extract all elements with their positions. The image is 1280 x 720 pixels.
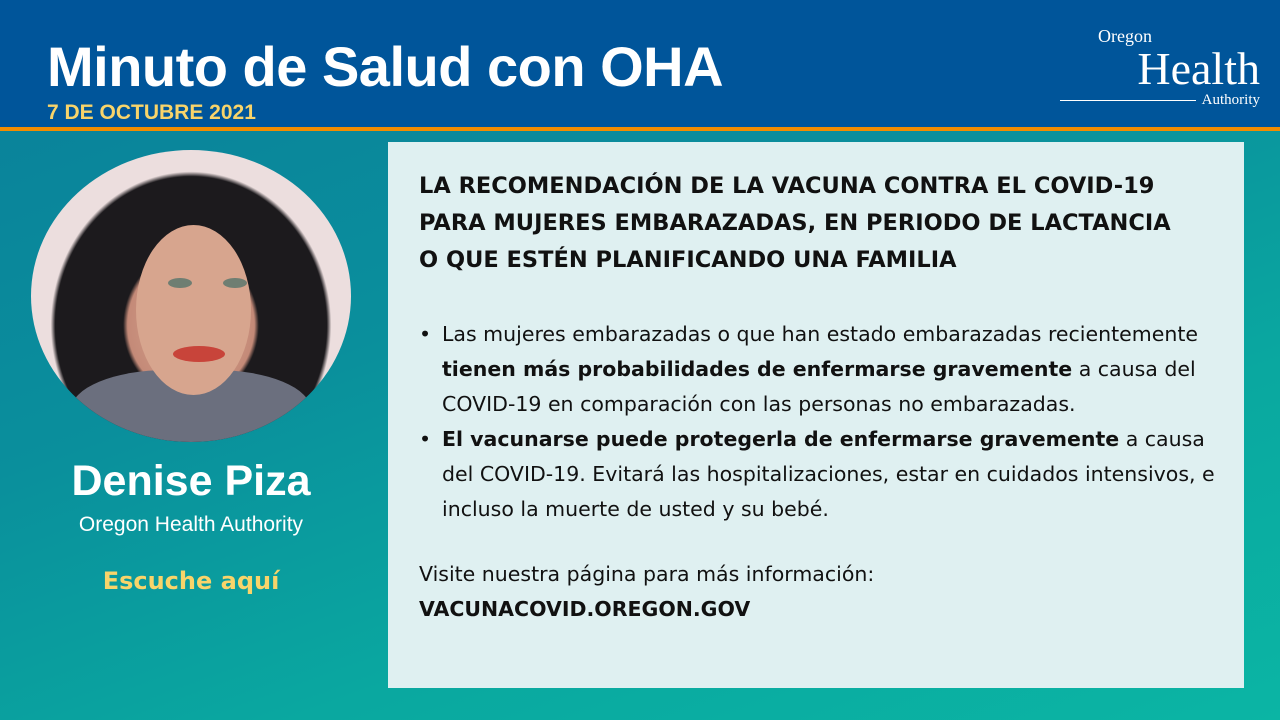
logo-authority-row (1050, 92, 1260, 109)
listen-link[interactable]: Escuche aquí (102, 567, 280, 595)
logo-oregon: Oregon (1098, 26, 1152, 46)
bullet-bold: El vacunarse puede protegerla de enfermarse gravemente (442, 427, 1120, 451)
bullet-text: a causa del COVID-19 en comparación con las personas no embarazadas. (442, 357, 1196, 416)
speaker-name: Denise Piza (71, 457, 311, 505)
speaker-photo (31, 150, 351, 442)
bullet-list (419, 317, 1224, 527)
logo-rule (1060, 100, 1196, 101)
date: 7 DE OCTUBRE 2021 (47, 101, 256, 124)
website-link[interactable]: VACUNACOVID.OREGON.GOV (419, 597, 751, 621)
photo-face (136, 225, 251, 395)
photo-eye (168, 278, 192, 288)
headline-line: O QUE ESTÉN PLANIFICANDO UNA FAMILIA (419, 247, 957, 273)
logo-health: Health (1137, 43, 1260, 94)
content-card (388, 142, 1244, 688)
list-item (419, 317, 1224, 422)
headline (419, 168, 1224, 279)
visit-section (419, 557, 1224, 627)
bullet-text: a causa del COVID-19. Evitará las hospitalizaciones, estar en cuidados intensivos, e incluso la muerte de usted y su bebé. (442, 427, 1215, 521)
bullet-bold: tienen más probabilidades de enfermarse gravemente (442, 357, 1073, 381)
headline-line: LA RECOMENDACIÓN DE LA VACUNA CONTRA EL COVID-19 (419, 173, 1155, 199)
header (0, 0, 1280, 131)
logo-authority: Authority (1201, 92, 1260, 108)
list-item (419, 422, 1224, 527)
speaker-organization: Oregon Health Authority (78, 513, 304, 536)
headline-line: PARA MUJERES EMBARAZADAS, EN PERIODO DE LACTANCIA (419, 210, 1171, 236)
visit-text: Visite nuestra página para más información: (419, 562, 875, 586)
photo-lips (173, 346, 225, 362)
page-title: Minuto de Salud con OHA (47, 35, 724, 98)
photo-eye (223, 278, 247, 288)
bullet-text: Las mujeres embarazadas o que han estado embarazadas recientemente (442, 322, 1198, 346)
oha-logo (1050, 26, 1260, 109)
